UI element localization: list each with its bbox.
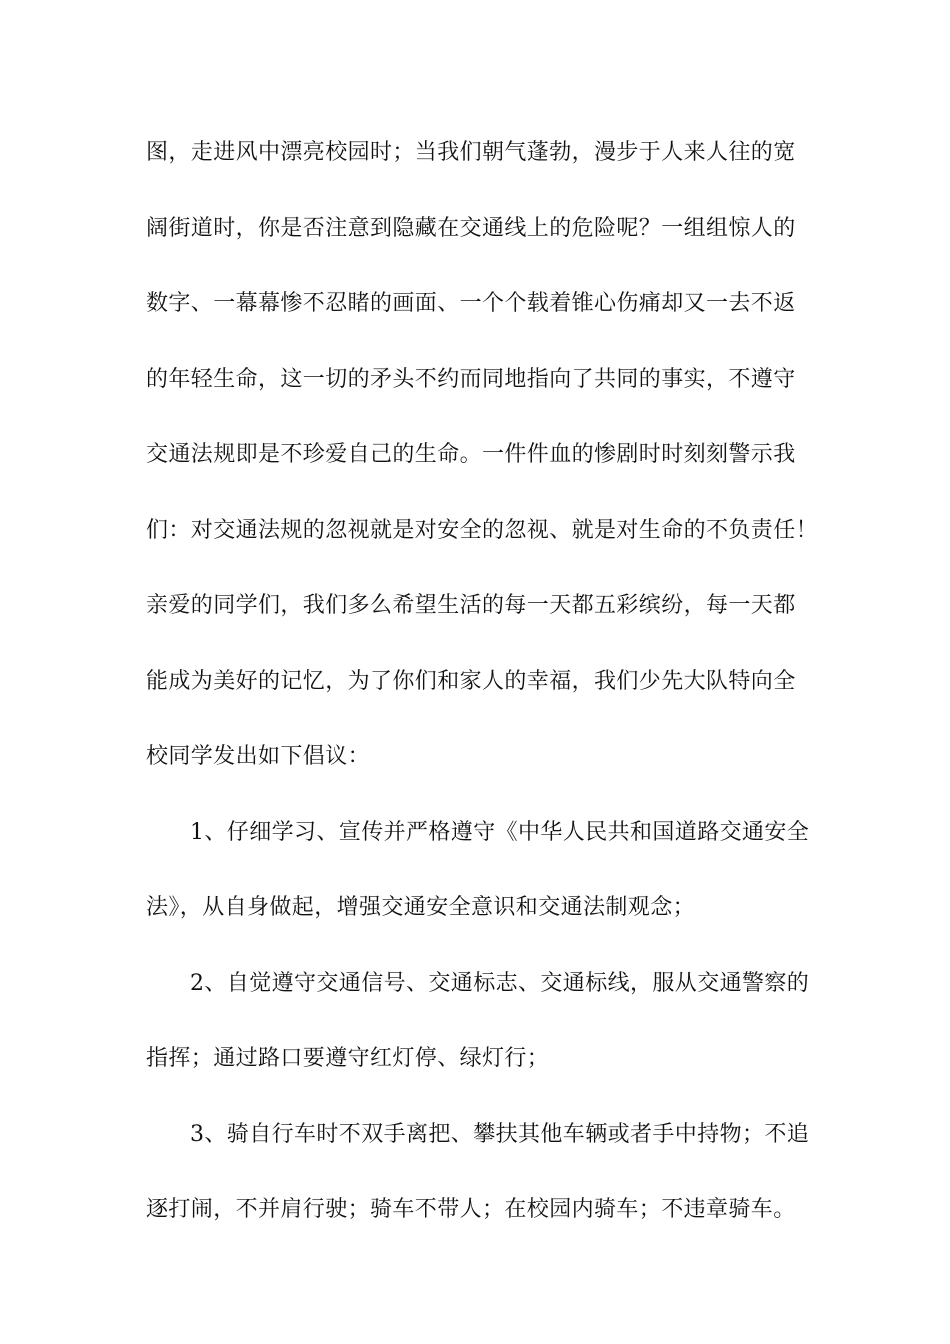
list-item-1-line: 1、仔细学习、宣传并严格遵守《中华人民共和国道路交通安全: [190, 819, 810, 845]
document-body: [146, 133, 826, 1266]
text-line: 能成为美好的记忆，为了你们和家人的幸福，我们少先大队特向全: [146, 668, 796, 694]
text-line: 亲爱的同学们，我们多么希望生活的每一天都五彩缤纷，每一天都: [146, 593, 796, 618]
text-line: 校同学发出如下倡议：: [146, 744, 371, 769]
text-line: 数字、一幕幕惨不忍睹的画面、一个个载着锥心伤痛却又一去不返: [146, 291, 796, 316]
text-line: 法》，从自身做起，增强交通安全意识和交通法制观念；: [146, 895, 696, 920]
text-line: 交通法规即是不珍爱自己的生命。一件件血的惨剧时时刻刻警示我: [146, 442, 796, 467]
text-line: 图，走进风中漂亮校园时；当我们朝气蓬勃，漫步于人来人往的宽: [146, 140, 796, 165]
text-line: 们：对交通法规的忽视就是对安全的忽视、就是对生命的不负责任！: [146, 517, 819, 543]
text-line: 逐打闹，不并肩行驶；骑车不带人；在校园内骑车；不违章骑车。: [146, 1197, 796, 1222]
text-line: 指挥；通过路口要遵守红灯停、绿灯行；: [146, 1046, 550, 1071]
list-item-3-line: 3、骑自行车时不双手离把、攀扶其他车辆或者手中持物；不追: [190, 1121, 810, 1147]
text-line: 阔街道时，你是否注意到隐藏在交通线上的危险呢？一组组惊人的: [146, 215, 796, 241]
text-line: 的年轻生命，这一切的矛头不约而同地指向了共同的事实，不遵守: [146, 366, 796, 392]
list-item-2-line: 2、自觉遵守交通信号、交通标志、交通标线，服从交通警察的: [190, 970, 810, 996]
